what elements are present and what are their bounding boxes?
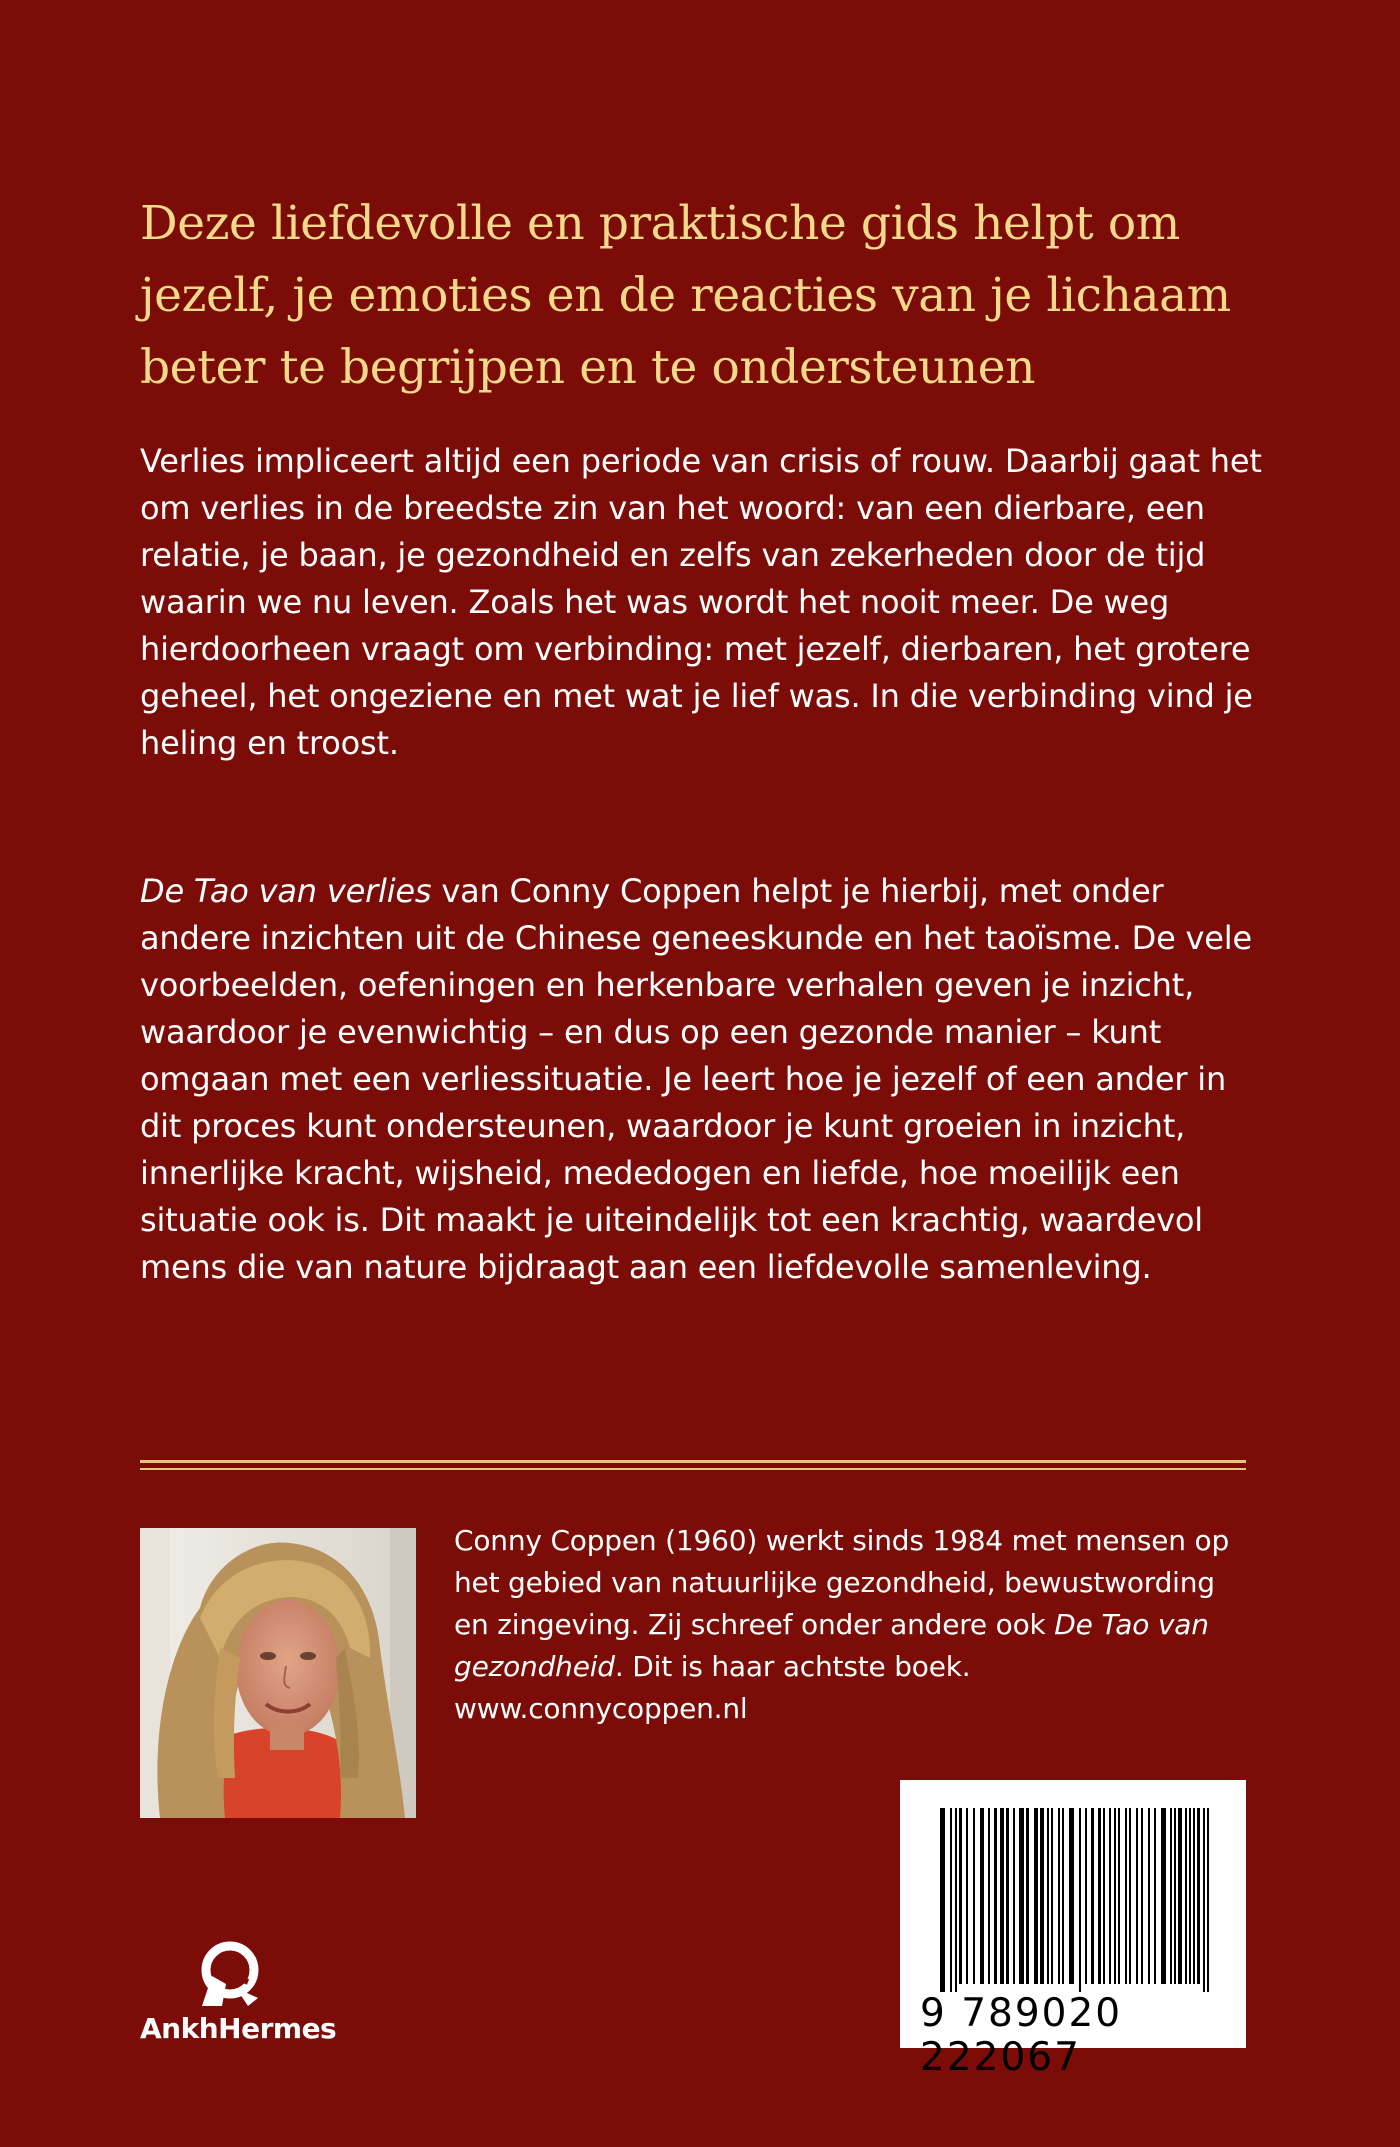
book-title: De Tao van verlies bbox=[140, 872, 432, 910]
author-bio-text-end: . Dit is haar achtste boek. www.connycoppen.nl bbox=[454, 1650, 971, 1725]
isbn-number: 9 789020 222067 bbox=[920, 1991, 1123, 2080]
ankh-hermes-logo-icon bbox=[192, 1940, 268, 2008]
author-bio-book-title: De Tao van gezondheid bbox=[454, 1608, 1209, 1683]
blurb-paragraph-2 bbox=[140, 868, 1270, 1291]
cover-headline: Deze liefdevolle en praktische gids helpt om jezelf, je emoties en de reacties van je lichaam beter te begrijpen en te ondersteunen bbox=[140, 196, 1231, 395]
publisher-logo bbox=[136, 1940, 337, 2050]
section-divider bbox=[140, 1460, 1246, 1470]
blurb-paragraph-1: Verlies impliceert altijd een periode van crisis of rouw. Daarbij gaat het om verlies in de breedste zin van het woord: van een dierbare, een relatie, je baan, je gezondheid en zelfs van zekerheden door de tijd waarin we nu leven. Zoals het was wordt het nooit meer. De weg hierdoorheen vraagt om verbinding: met jezelf, dierbaren, het grotere geheel, het ongeziene en met wat je lief was. In die verbinding vind je heling en troost. bbox=[140, 442, 1262, 762]
author-photo bbox=[140, 1528, 416, 1818]
publisher-name: AnkhHermes bbox=[140, 2012, 337, 2045]
author-bio bbox=[454, 1520, 1254, 1730]
author-bio-text: Conny Coppen (1960) werkt sinds 1984 met mensen op het gebied van natuurlijke gezondheid, bewustwording en zingeving. Zij schreef onder andere ook bbox=[454, 1524, 1230, 1641]
isbn-barcode bbox=[900, 1780, 1246, 2080]
blurb-paragraph-2-text: van Conny Coppen helpt je hierbij, met onder andere inzichten uit de Chinese geneeskunde en het taoïsme. De vele voorbeelden, oefeningen en herkenbare verhalen geven je inzicht, waardoor je evenwichtig – en dus op een gezonde manier – kunt omgaan met een verliessituatie. Je leert hoe je jezelf of een ander in dit proces kunt ondersteunen, waardoor je kunt groeien in inzicht, innerlijke kracht, wijsheid, mededogen en liefde, hoe moeilijk een situatie ook is. Dit maakt je uiteindelijk tot een krachtig, waardevol mens die van nature bijdraagt aan een liefdevolle samenleving. bbox=[140, 872, 1252, 1286]
